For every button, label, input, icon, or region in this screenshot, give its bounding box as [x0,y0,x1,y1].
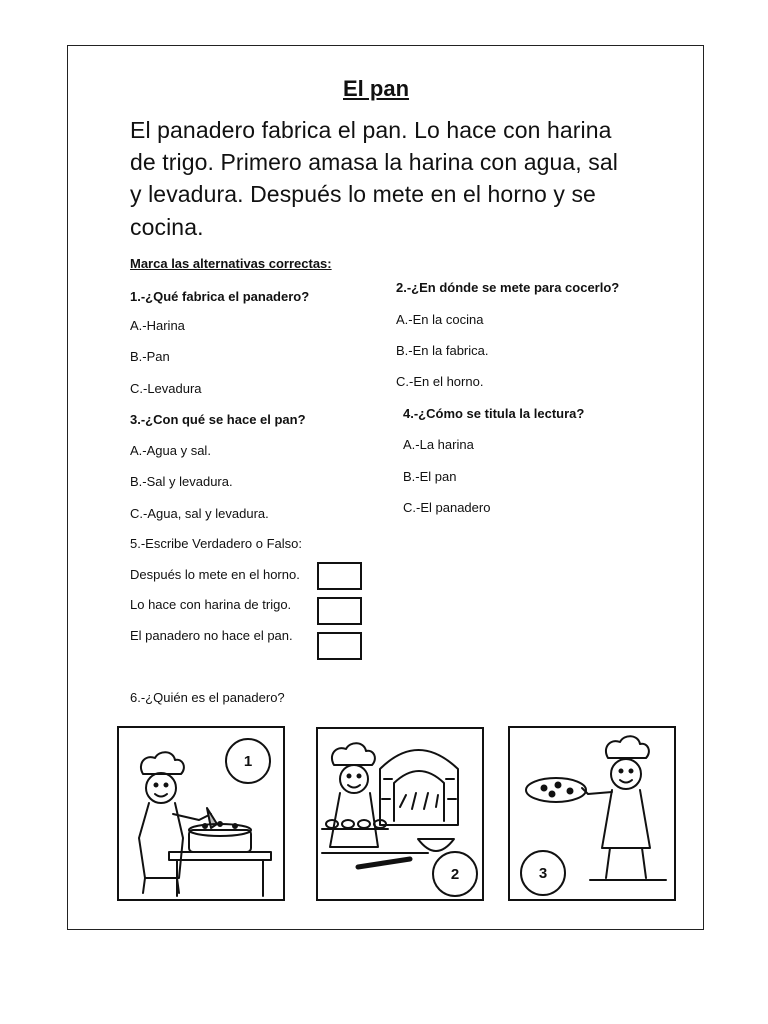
picture-3[interactable] [508,726,676,901]
picture-number-badge: 2 [432,851,478,897]
instructions: Marca las alternativas correctas: [130,256,332,271]
picture-1[interactable] [117,726,285,901]
question-2-option-a[interactable]: A.-En la cocina [396,312,484,327]
picture-2[interactable] [316,727,484,901]
question-3-option-c[interactable]: C.-Agua, sal y levadura. [130,506,269,521]
question-4-option-b[interactable]: B.-El pan [403,469,457,484]
reading-line: El panadero fabrica el pan. Lo hace con harina [130,117,612,143]
question-3: 3.-¿Con qué se hace el pan? [130,412,306,427]
true-false-statement: Lo hace con harina de trigo. [130,597,292,612]
question-2: 2.-¿En dónde se mete para cocerlo? [396,280,620,295]
worksheet-title: El pan [343,76,410,101]
reading-line: y levadura. Después lo mete en el horno y se [130,181,596,207]
true-false-answer-box[interactable] [317,597,362,625]
question-2-option-c[interactable]: C.-En el horno. [396,374,484,389]
reading-line: de trigo. Primero amasa la harina con agua, sal [130,149,618,175]
question-6: 6.-¿Quién es el panadero? [130,690,285,705]
question-1: 1.-¿Qué fabrica el panadero? [130,289,310,304]
question-4: 4.-¿Cómo se titula la lectura? [403,406,585,421]
question-1-option-c[interactable]: C.-Levadura [130,381,202,396]
question-3-option-a[interactable]: A.-Agua y sal. [130,443,211,458]
picture-number-badge: 3 [520,850,566,896]
question-1-option-b[interactable]: B.-Pan [130,349,170,364]
question-1-option-a[interactable]: A.-Harina [130,318,185,333]
true-false-answer-box[interactable] [317,562,362,590]
question-2-option-b[interactable]: B.-En la fabrica. [396,343,489,358]
reading-line: cocina. [130,214,204,240]
true-false-statement: El panadero no hace el pan. [130,628,293,643]
question-3-option-b[interactable]: B.-Sal y levadura. [130,474,233,489]
question-4-option-c[interactable]: C.-El panadero [403,500,491,515]
true-false-answer-box[interactable] [317,632,362,660]
question-4-option-a[interactable]: A.-La harina [403,437,474,452]
question-5: 5.-Escribe Verdadero o Falso: [130,536,302,551]
true-false-statement: Después lo mete en el horno. [130,567,300,582]
picture-number-badge: 1 [225,738,271,784]
